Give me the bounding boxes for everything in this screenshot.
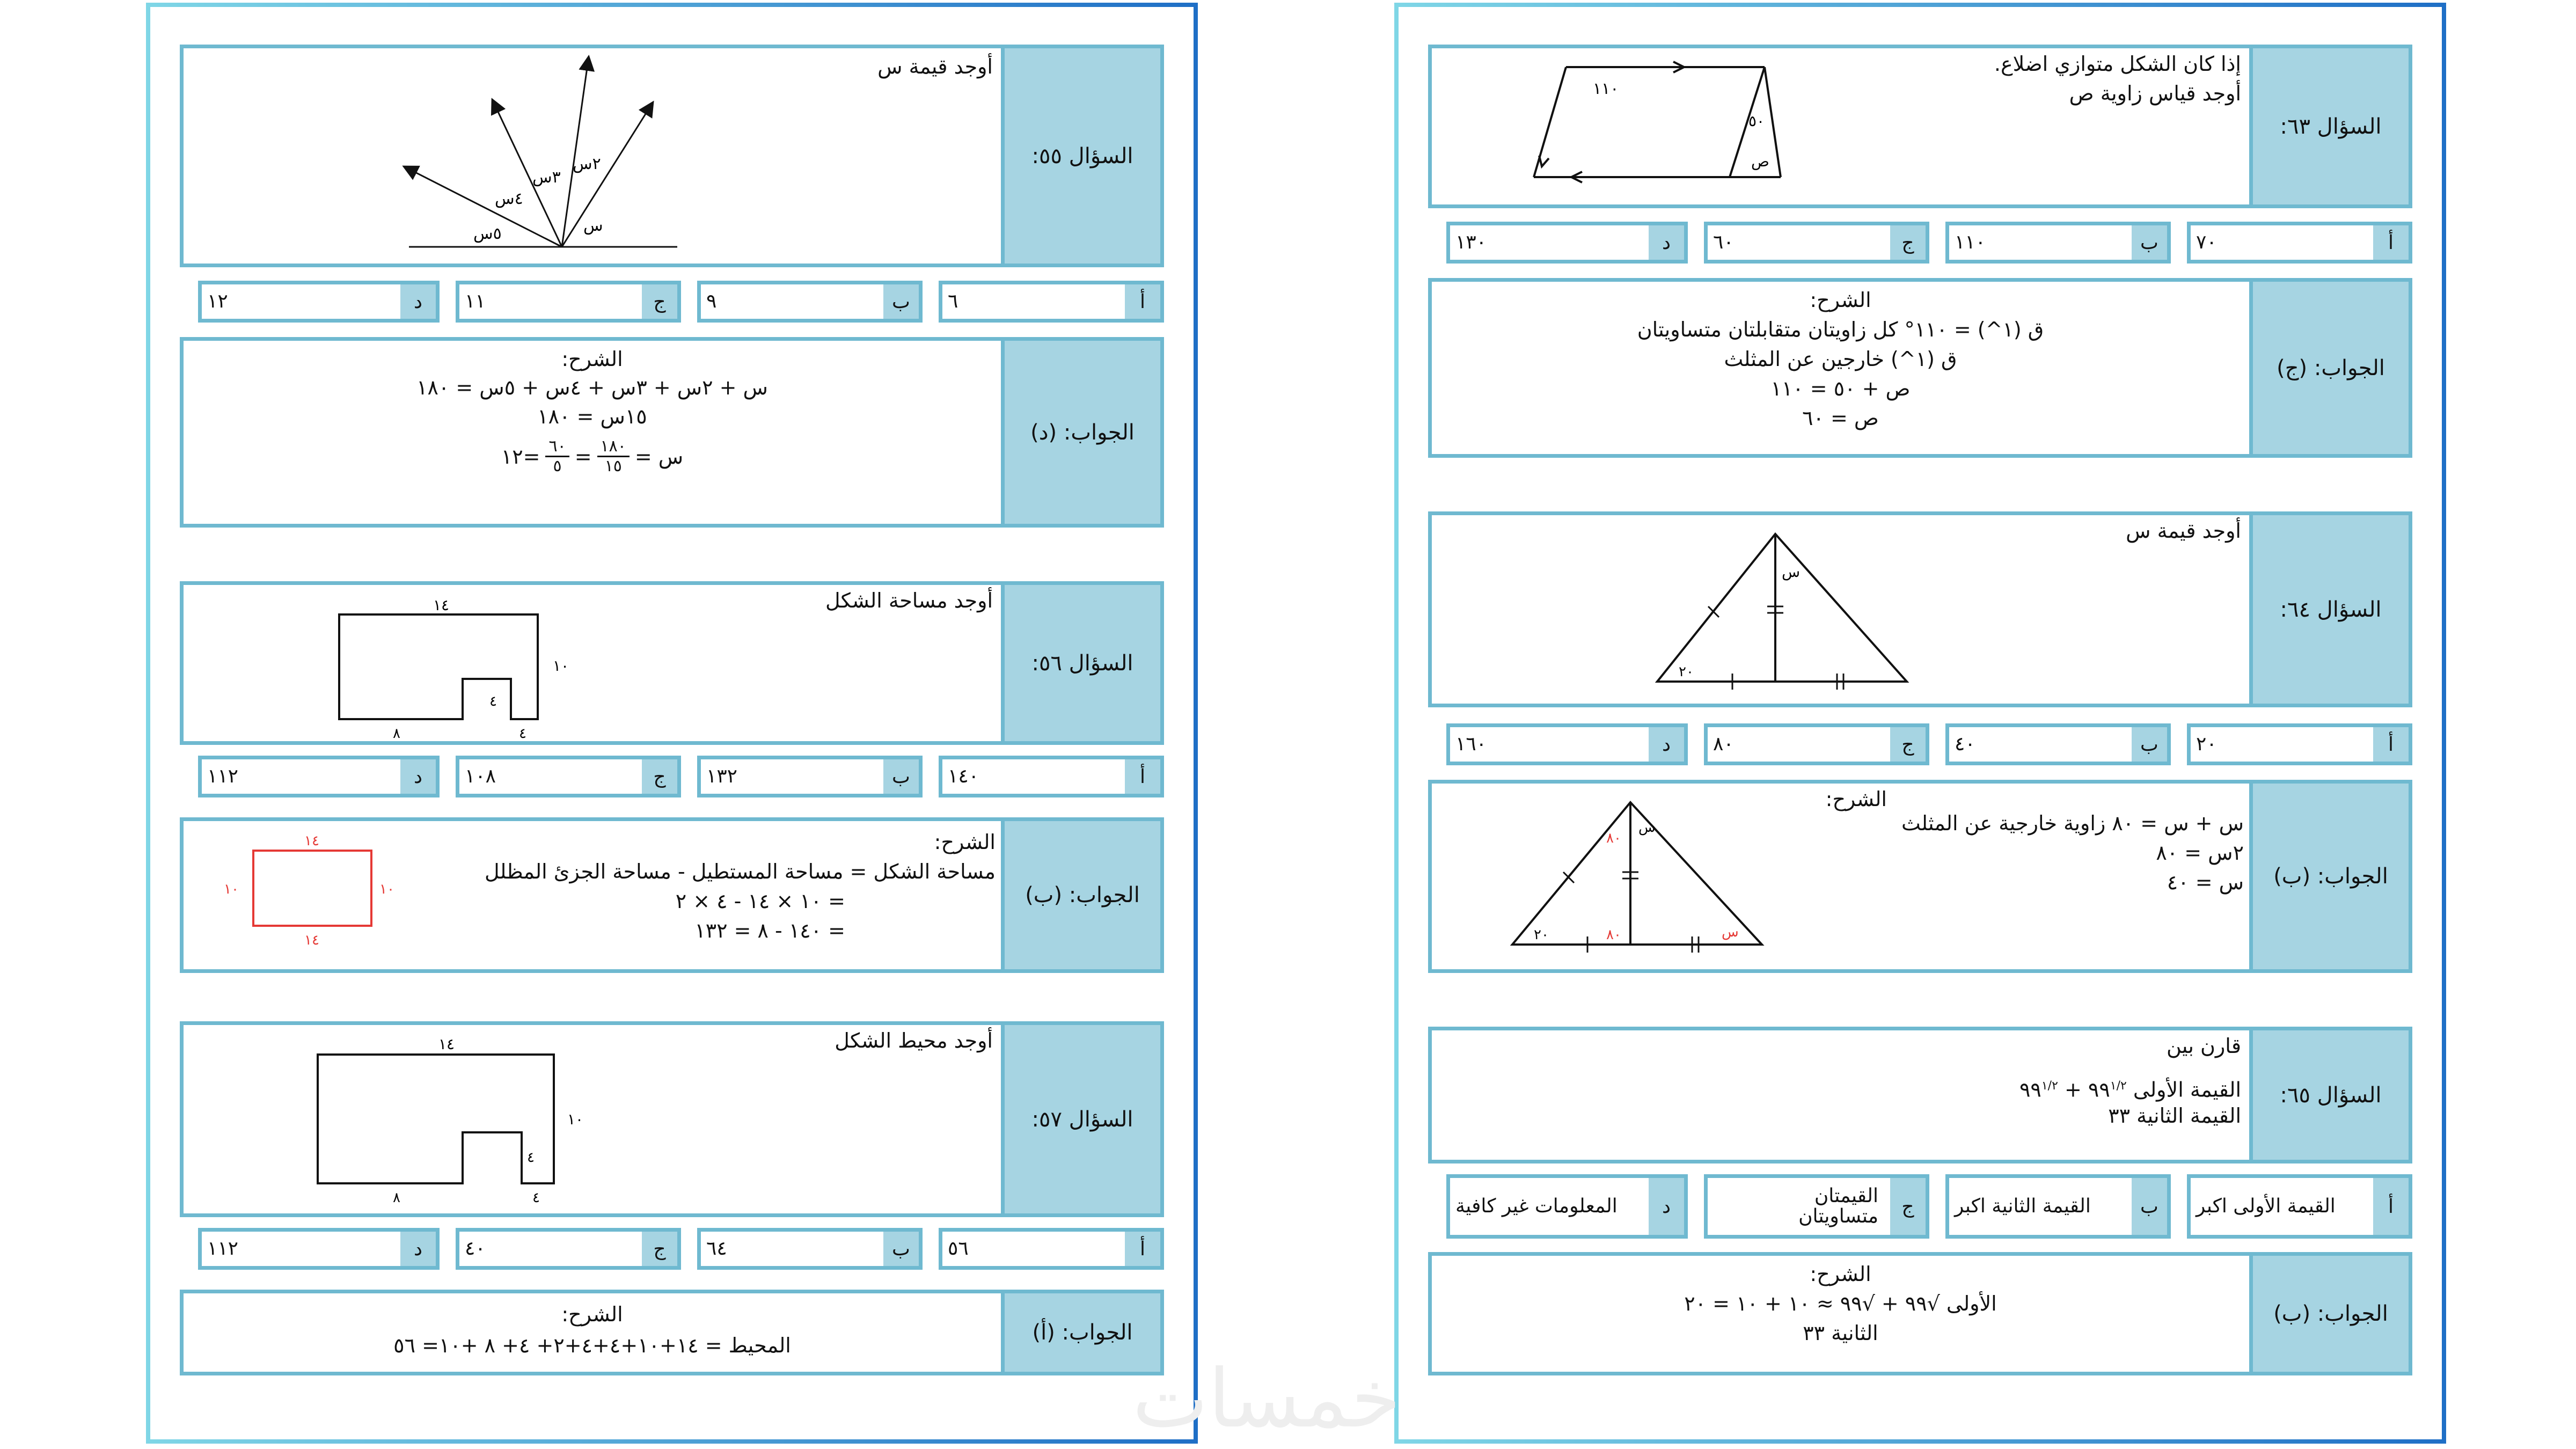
choice-65-d[interactable]: د المعلومات غير كافية xyxy=(1446,1174,1688,1239)
explanation-55-title: الشرح: xyxy=(561,347,623,371)
question-57-shape-figure xyxy=(307,1028,608,1216)
explanation-63-line-3: ص + ٥٠ = ١١٠ xyxy=(1770,377,1911,400)
fig55-label-1: س xyxy=(583,216,603,235)
fig56-inner: ٤ xyxy=(489,693,497,709)
question-65-choices xyxy=(1428,1174,2412,1239)
choice-63-b[interactable]: ب ١١٠ xyxy=(1945,222,2171,264)
question-64-answer-box xyxy=(1428,780,2412,973)
question-55-text: أوجد قيمة س xyxy=(877,55,993,78)
question-64-label: السؤال ٦٤: xyxy=(2249,515,2409,704)
question-63-box xyxy=(1428,45,2412,208)
explanation-63-line-1: ق (١^) = ١١٠° كل زاويتان متقابلتان متساويتان xyxy=(1637,318,2044,341)
choice-57-c[interactable]: ج ٤٠ xyxy=(456,1228,681,1270)
choice-55-b[interactable]: ب ٩ xyxy=(697,281,923,323)
choice-64-d[interactable]: د ١٦٠ xyxy=(1446,723,1688,765)
question-57-choices xyxy=(180,1228,1164,1270)
choice-65-b[interactable]: ب القيمة الثانية اكبر xyxy=(1945,1174,2171,1239)
explanation-63-line-4: ص = ٦٠ xyxy=(1802,406,1879,430)
fig55-label-4: ٤س xyxy=(495,189,523,208)
choice-64-b[interactable]: ب ٤٠ xyxy=(1945,723,2171,765)
explanation-55-line-2: ١٥س = ١٨٠ xyxy=(537,405,647,428)
explanation-56-line-3: = ١٤٠ - ٨ = ١٣٢ xyxy=(694,919,845,942)
question-63-label: السؤال ٦٣: xyxy=(2249,48,2409,204)
question-63-text-2: أوجد قياس زاوية ص xyxy=(2069,82,2241,105)
answer-57-label: الجواب: (أ) xyxy=(1001,1293,1160,1372)
rect56-right: ١٠ xyxy=(379,881,394,897)
rect56-left: ١٠ xyxy=(224,881,239,897)
question-63-answer-box xyxy=(1428,278,2412,458)
explanation-56-line-1: مساحة الشكل = مساحة المستطيل - مساحة الجزئ المظلل xyxy=(485,860,996,883)
tri64-top-val: ٨٠ xyxy=(1606,830,1621,846)
question-56-label: السؤال ٥٦: xyxy=(1001,585,1160,741)
question-55-choices xyxy=(180,281,1164,323)
fig55-label-3: ٣س xyxy=(532,168,561,187)
explanation-63-title: الشرح: xyxy=(1810,288,1871,312)
choice-65-c[interactable]: ج القيمتان متساويتان xyxy=(1704,1174,1929,1239)
answer-55-label: الجواب: (د) xyxy=(1001,341,1160,524)
question-56-box xyxy=(180,581,1164,745)
explanation-64-title: الشرح: xyxy=(1825,787,1887,811)
choice-56-a[interactable]: أ ١٤٠ xyxy=(939,756,1164,797)
fig57-inner: ٤ xyxy=(527,1150,535,1166)
question-57-label: السؤال ٥٧: xyxy=(1001,1025,1160,1213)
choice-56-c[interactable]: ج ١٠٨ xyxy=(456,756,681,797)
question-55-box xyxy=(180,45,1164,267)
choice-64-a[interactable]: أ ٢٠ xyxy=(2187,723,2412,765)
explanation-65-title: الشرح: xyxy=(1810,1262,1871,1286)
choice-57-d[interactable]: د ١١٢ xyxy=(198,1228,440,1270)
question-57-text: أوجد محيط الشكل xyxy=(835,1029,993,1052)
fig64-base: ٢٠ xyxy=(1679,664,1694,680)
choice-63-d[interactable]: د ١٣٠ xyxy=(1446,222,1688,264)
question-65-answer-box xyxy=(1428,1252,2412,1375)
question-57 xyxy=(180,1021,1164,1386)
watermark: خمسات xyxy=(1132,1352,1401,1446)
question-56-choices xyxy=(180,756,1164,797)
explanation-55-line-1: س + ٢س + ٣س + ٤س + ٥س = ١٨٠ xyxy=(416,376,768,399)
answer-64-label: الجواب: (ب) xyxy=(2249,784,2409,969)
tri64-base: ٢٠ xyxy=(1534,927,1549,943)
question-63 xyxy=(1428,45,2412,458)
rect56-top: ١٤ xyxy=(304,833,319,849)
fig63-top: ١١٠ xyxy=(1593,79,1619,98)
explanation-55-fraction-line: س = $\frac{١٨٠}{١٥}$ = $\frac{٦٠}{٥}$ =١٢ xyxy=(501,437,684,475)
left-worksheet-page xyxy=(146,3,1198,1444)
explanation-64-line-2: ٢س = ٨٠ xyxy=(2156,841,2244,865)
question-65-second-value: القيمة الثانية ٣٣ xyxy=(2108,1104,2241,1128)
question-65 xyxy=(1428,1027,2412,1392)
explanation-64-line-3: س = ٤٠ xyxy=(2167,870,2244,894)
question-65-first-value: القيمة الأولى $٩٩^{١/٢}$ + $٩٩^{١/٢}$ xyxy=(2019,1078,2241,1102)
fig56-bottom-left: ٨ xyxy=(393,726,400,742)
fig55-label-5: ٥س xyxy=(473,224,502,243)
fig64-angle: س xyxy=(1782,563,1801,581)
fig56-bottom-right: ٤ xyxy=(519,726,526,742)
fig57-bottom-right: ٤ xyxy=(532,1190,540,1206)
choice-56-d[interactable]: د ١١٢ xyxy=(198,756,440,797)
choice-55-a[interactable]: أ ٦ xyxy=(939,281,1164,323)
choice-64-c[interactable]: ج ٨٠ xyxy=(1704,723,1929,765)
answer-63-label: الجواب: (ج) xyxy=(2249,282,2409,454)
explanation-56-rectangle xyxy=(216,824,420,958)
fig56-top: ١٤ xyxy=(433,596,450,614)
fig57-bottom-left: ٨ xyxy=(393,1190,400,1206)
explanation-56-title: الشرح: xyxy=(934,830,996,854)
explanation-64-triangle xyxy=(1502,789,1781,971)
question-55-label: السؤال ٥٥: xyxy=(1001,48,1160,264)
choice-57-b[interactable]: ب ٦٤ xyxy=(697,1228,923,1270)
choice-57-a[interactable]: أ ٥٦ xyxy=(939,1228,1164,1270)
question-65-label: السؤال ٦٥: xyxy=(2249,1030,2409,1160)
question-56-shape-figure xyxy=(328,588,608,743)
explanation-63-line-2: ق (١^) خارجين عن المثلث xyxy=(1724,347,1957,371)
question-63-parallelogram xyxy=(1523,56,1802,201)
tri64-right-angle: س xyxy=(1722,924,1739,940)
question-64-choices xyxy=(1428,723,2412,765)
choice-55-d[interactable]: د ١٢ xyxy=(198,281,440,323)
question-55-answer-box xyxy=(180,337,1164,528)
choice-63-a[interactable]: أ ٧٠ xyxy=(2187,222,2412,264)
choice-56-b[interactable]: ب ١٣٢ xyxy=(697,756,923,797)
answer-65-label: الجواب: (ب) xyxy=(2249,1256,2409,1372)
fig57-right: ١٠ xyxy=(567,1110,584,1128)
tri64-bottom-val: ٨٠ xyxy=(1606,927,1621,943)
question-65-title: قارن بين xyxy=(2166,1034,2241,1058)
question-63-text-1: إذا كان الشكل متوازي اضلاع. xyxy=(1994,52,2241,76)
question-56-answer-box xyxy=(180,817,1164,973)
fig56-right: ١٠ xyxy=(553,657,569,675)
explanation-65-line-1: الأولى √٩٩ + √٩٩ ≈ ١٠ + ١٠ = ٢٠ xyxy=(1684,1292,1997,1315)
choice-63-c[interactable]: ج ٦٠ xyxy=(1704,222,1929,264)
question-64-box xyxy=(1428,511,2412,707)
explanation-56-line-2: = ١٠ × ١٤ - ٤ × ٢ xyxy=(675,889,845,913)
question-64 xyxy=(1428,511,2412,973)
fig63-mid: ٥٠ xyxy=(1748,112,1765,130)
question-64-text: أوجد قيمة س xyxy=(2126,519,2241,543)
question-63-choices xyxy=(1428,222,2412,264)
rect56-bottom: ١٤ xyxy=(304,932,319,948)
right-worksheet-page xyxy=(1394,3,2446,1444)
fig57-top: ١٤ xyxy=(438,1035,455,1053)
question-57-box xyxy=(180,1021,1164,1217)
question-65-box xyxy=(1428,1027,2412,1163)
explanation-57-title: الشرح: xyxy=(561,1302,623,1326)
fig63-bottom: ص xyxy=(1751,152,1769,170)
fig55-label-2: ٢س xyxy=(573,155,601,173)
explanation-57-line-1: المحيط = ١٤+١٠+٤+٤+٢+ ٤+ ٨ +١٠= ٥٦ xyxy=(393,1334,791,1357)
answer-56-label: الجواب: (ب) xyxy=(1001,821,1160,969)
question-55 xyxy=(180,45,1164,528)
choice-55-c[interactable]: ج ١١ xyxy=(456,281,681,323)
choice-65-a[interactable]: أ القيمة الأولى اكبر xyxy=(2187,1174,2412,1239)
question-64-triangle xyxy=(1646,521,1926,703)
explanation-64-line-1: س + س = ٨٠ زاوية خارجية عن المثلث xyxy=(1901,811,2244,835)
question-56 xyxy=(180,581,1164,973)
question-56-text: أوجد مساحة الشكل xyxy=(825,589,993,612)
question-55-angle-figure xyxy=(393,48,683,258)
question-57-answer-box xyxy=(180,1290,1164,1375)
explanation-65-line-2: الثانية ٣٣ xyxy=(1803,1321,1878,1345)
tri64-top-angle: س xyxy=(1638,819,1656,836)
